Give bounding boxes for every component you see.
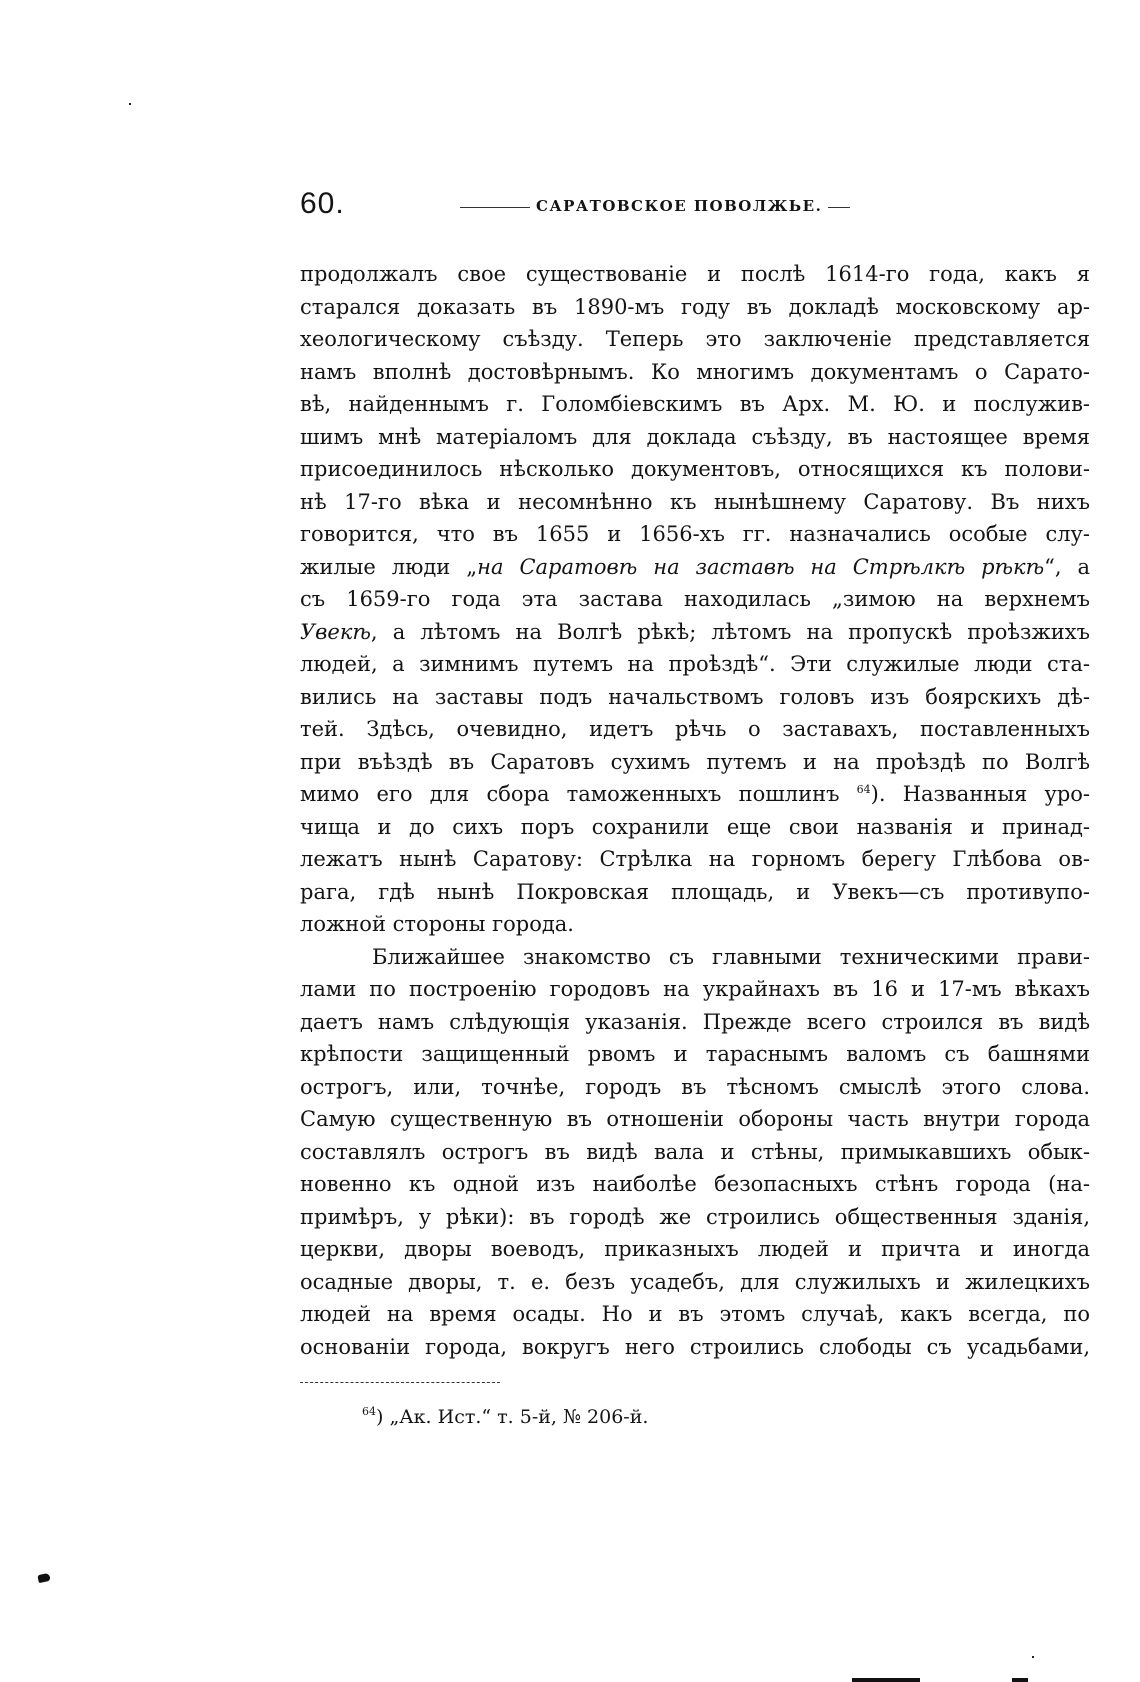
- text-line: хеологическому съѣзду. Теперь это заключеніе представляется: [300, 327, 1090, 351]
- text-segment: мимо его для сбора таможенныхъ пошлинъ: [300, 782, 857, 806]
- text-line: старался доказать въ 1890-мъ году въ докладѣ московскому ар-: [300, 294, 1090, 319]
- scan-edge-bar: [852, 1678, 920, 1682]
- text-line: [300, 551, 1090, 584]
- place-name-italic: Увекѣ: [300, 619, 371, 644]
- running-header: [300, 186, 1090, 226]
- text-line: вѣ, найденнымъ г. Голомбіевскимъ въ Арх. М. Ю. и послужив-: [300, 392, 1090, 416]
- footnote-reference[interactable]: 64: [856, 783, 871, 796]
- text-segment: жилые люди „: [300, 554, 478, 579]
- scan-edge-bar: [1012, 1678, 1028, 1682]
- text-line: вились на заставы подъ начальствомъ головъ изъ боярскихъ дѣ-: [300, 684, 1090, 709]
- text-line: чища и до сихъ поръ сохранили еще свои названія и принад-: [300, 814, 1090, 839]
- text-segment: ). Названныя уро-: [870, 782, 1090, 806]
- text-line: острогъ, или, точнѣе, городъ въ тѣсномъ смыслѣ этого слова.: [300, 1074, 1090, 1099]
- text-line: церкви, дворы воеводъ, приказныхъ людей и причта и иногда: [300, 1237, 1090, 1261]
- text-line: людей, а зимнимъ путемъ на проѣздѣ“. Эти служилые люди ста-: [300, 652, 1090, 676]
- footnote: [362, 1405, 648, 1429]
- text-line: Самую существенную въ отношеніи обороны часть внутри города: [300, 1107, 1090, 1131]
- text-line: [300, 778, 1090, 811]
- text-line: крѣпости защищенный рвомъ и тараснымъ валомъ съ башнями: [300, 1042, 1090, 1066]
- text-line: новенно къ одной изъ наиболѣе безопасныхъ стѣнъ города (на-: [300, 1172, 1090, 1196]
- scan-speck: [1032, 1656, 1034, 1658]
- running-title: [460, 196, 1060, 216]
- text-line: говорится, что въ 1655 и 1656-хъ гг. назначались особые слу-: [300, 522, 1090, 546]
- text-segment: , а лѣтомъ на Волгѣ рѣкѣ; лѣтомъ на пропускѣ проѣзжихъ: [370, 619, 1090, 644]
- text-line: присоединилось нѣсколько документовъ, относящихся къ полови-: [300, 457, 1090, 481]
- text-line: рага, гдѣ нынѣ Покровская площадь, и Увекъ—съ противупо-: [300, 879, 1090, 904]
- text-line: лами по построенію городовъ на украйнахъ въ 16 и 17-мъ вѣкахъ: [300, 977, 1090, 1001]
- paragraph-last-line: ложной стороны города.: [300, 912, 574, 936]
- running-title-text: САРАТОВСКОЕ ПОВОЛЖЬЕ.: [536, 197, 823, 215]
- paragraph-first-line: Ближайшее знакомство съ главными техническими прави-: [372, 944, 1090, 969]
- page-number: 60.: [300, 187, 345, 220]
- text-segment: “, а: [1044, 554, 1090, 579]
- footnote-text: ) „Ак. Ист.“ т. 5-й, № 206-й.: [376, 1406, 649, 1428]
- header-rule-left: [460, 207, 530, 208]
- scan-speck: [129, 103, 131, 105]
- body-text: [300, 258, 1090, 1363]
- text-line: тей. Здѣсь, очевидно, идетъ рѣчь о заставахъ, поставленныхъ: [300, 717, 1090, 741]
- text-line: основаніи города, вокругъ него строились слободы съ усадьбами,: [300, 1334, 1090, 1359]
- header-rule-right: [828, 207, 850, 208]
- text-line: [300, 616, 1090, 649]
- text-line: шимъ мнѣ матеріаломъ для доклада съѣзду, въ настоящее время: [300, 424, 1090, 449]
- text-line: намъ вполнѣ достовѣрнымъ. Ко многимъ документамъ о Сарато-: [300, 359, 1090, 384]
- text-line: примѣръ, у рѣки): въ городѣ же строились общественныя зданія,: [300, 1204, 1090, 1229]
- ink-blot-mark: [37, 1573, 50, 1583]
- text-line: лежатъ нынѣ Саратову: Стрѣлка на горномъ берегу Глѣбова ов-: [300, 847, 1090, 871]
- text-line: нѣ 17-го вѣка и несомнѣнно къ нынѣшнему Саратову. Въ нихъ: [300, 489, 1090, 514]
- text-line: людей на время осады. Но и въ этомъ случаѣ, какъ всегда, по: [300, 1302, 1090, 1326]
- text-line: составлялъ острогъ въ видѣ вала и стѣны, примыкавшихъ обык-: [300, 1139, 1090, 1164]
- text-line: даетъ намъ слѣдующія указанія. Прежде всего строился въ видѣ: [300, 1009, 1090, 1034]
- text-line: продолжалъ свое существованіе и послѣ 1614-го года, какъ я: [300, 262, 1090, 286]
- footnote-marker: 64: [362, 1405, 376, 1418]
- footnote-separator: [300, 1382, 500, 1384]
- text-line: съ 1659-го года эта застава находилась „зимою на верхнемъ: [300, 587, 1090, 611]
- text-line: при въѣздѣ въ Саратовъ сухимъ путемъ и на проѣздѣ по Волгѣ: [300, 749, 1090, 774]
- text-line: осадные дворы, т. е. безъ усадебъ, для служилыхъ и жилецкихъ: [300, 1269, 1090, 1294]
- quoted-location-italic: на Саратовѣ на заставѣ на Стрѣлкѣ рѣкѣ: [477, 554, 1045, 579]
